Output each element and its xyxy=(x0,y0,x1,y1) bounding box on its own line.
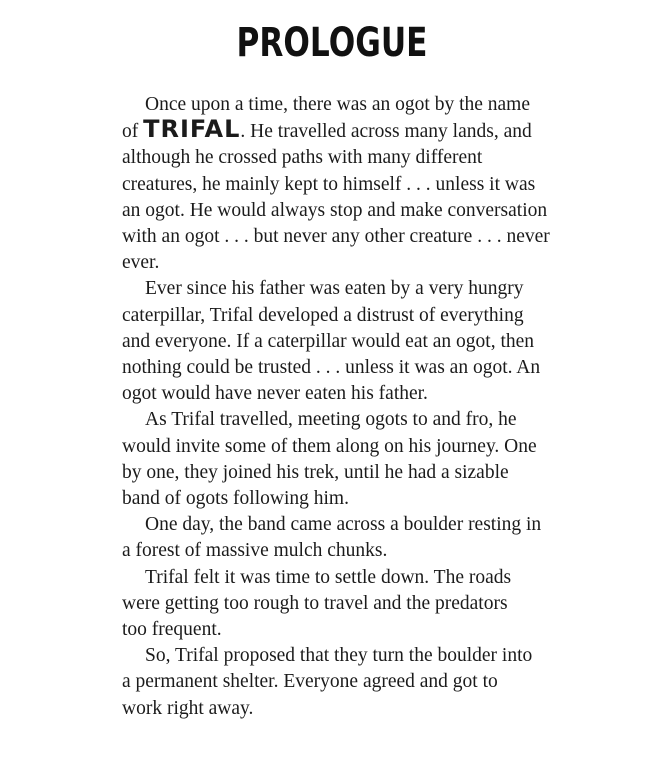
text-line: One day, the band came across a boulder resting in xyxy=(145,514,542,536)
paragraph-6 xyxy=(99,643,569,722)
paragraph-3 xyxy=(99,407,569,512)
text-line: too frequent. xyxy=(122,619,222,641)
text-line: a forest of massive mulch chunks. xyxy=(122,540,388,562)
chapter-title: PROLOGUE xyxy=(236,20,428,66)
text-line: Once upon a time, there was an ogot by the name xyxy=(145,94,531,115)
text-line: So, Trifal proposed that they turn the boulder into xyxy=(145,645,533,667)
text-line: ever. xyxy=(122,252,160,274)
chapter-body xyxy=(99,92,569,722)
stylized-name: TRIFAL xyxy=(143,115,241,144)
paragraph-2 xyxy=(99,276,569,407)
text-line: a permanent shelter. Everyone agreed and got to xyxy=(122,671,498,693)
text-line: caterpillar, Trifal developed a distrust of everything xyxy=(122,304,524,326)
text-line: an ogot. He would always stop and make conversation xyxy=(122,199,548,221)
text-line: nothing could be trusted . . . unless it was an ogot. An xyxy=(122,357,541,379)
text-line: Ever since his father was eaten by a very hungry xyxy=(145,278,524,300)
text-line: were getting too rough to travel and the predators xyxy=(122,592,508,614)
text-line: although he crossed paths with many different xyxy=(122,147,483,169)
text-line: band of ogots following him. xyxy=(122,488,349,510)
text-line: ogot would have never eaten his father. xyxy=(122,383,428,405)
text-line: and everyone. If a caterpillar would eat an ogot, then xyxy=(122,330,535,352)
paragraph-5 xyxy=(99,565,569,644)
text-line xyxy=(99,115,569,145)
paragraph-4 xyxy=(99,512,569,564)
text-line: with an ogot . . . but never any other creature . . . never xyxy=(122,226,550,248)
text-fragment: of xyxy=(122,121,144,143)
text-line: work right away. xyxy=(122,697,254,719)
paragraph-1 xyxy=(99,92,569,276)
text-line: Trifal felt it was time to settle down. The roads xyxy=(145,566,512,588)
text-line: would invite some of them along on his journey. One xyxy=(122,435,537,457)
text-line: by one, they joined his trek, until he had a sizable xyxy=(122,461,509,483)
text-fragment: . He travelled across many lands, and xyxy=(240,121,532,143)
text-line: As Trifal travelled, meeting ogots to and fro, he xyxy=(145,409,517,431)
text-line: creatures, he mainly kept to himself . . . unless it was xyxy=(122,173,536,195)
